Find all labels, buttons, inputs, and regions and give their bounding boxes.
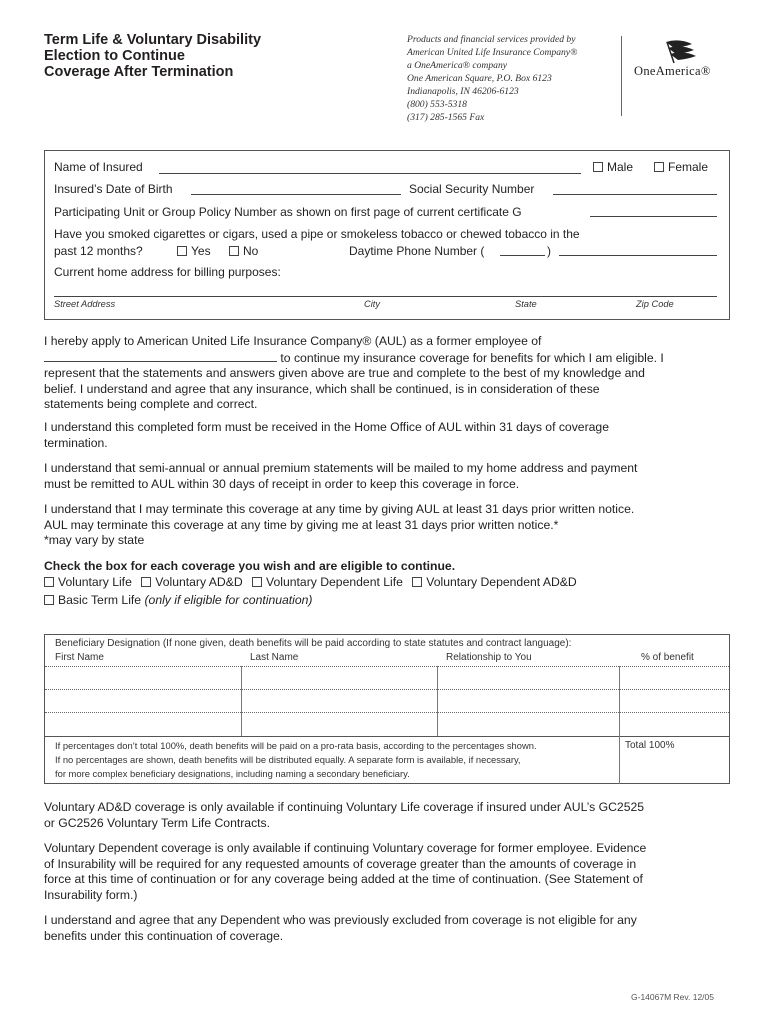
voluntary-life-checkbox[interactable] xyxy=(44,577,54,587)
statement-line: force at this time of continuation or for any coverage being added at the time of continuation. (See Statement of xyxy=(44,872,643,886)
company-line: (800) 553-5318 xyxy=(407,99,467,110)
dependent-add-option[interactable] xyxy=(412,575,576,589)
title-line-1: Term Life & Voluntary Disability xyxy=(44,32,262,48)
company-line: Indianapolis, IN 46206-6123 xyxy=(407,86,519,97)
title-line-2: Election to Continue xyxy=(44,48,185,64)
tobacco-question: Have you smoked cigarettes or cigars, used a pipe or smokeless tobacco or chewed tobacco in the xyxy=(54,227,580,241)
yes-option[interactable] xyxy=(177,244,211,258)
total-label: Total 100% xyxy=(625,740,675,751)
male-label: Male xyxy=(607,160,634,174)
street-label: Street Address xyxy=(54,299,116,309)
no-option[interactable] xyxy=(229,244,258,258)
dependent-life-label: Voluntary Dependent Life xyxy=(266,575,403,589)
male-checkbox[interactable] xyxy=(593,162,603,172)
premium-statement xyxy=(44,461,730,492)
company-info xyxy=(407,33,577,124)
dependent-add-checkbox[interactable] xyxy=(412,577,422,587)
statement-line: Insurability form.) xyxy=(44,887,138,902)
receipt-deadline-statement xyxy=(44,420,730,451)
statement-line: I hereby apply to American United Life Insurance Company® (AUL) as a former employee of xyxy=(44,334,542,348)
dependent-coverage-note xyxy=(44,841,730,903)
beneficiary-2-percent[interactable] xyxy=(621,690,727,711)
address-label: Current home address for billing purposes: xyxy=(54,265,281,279)
company-line: One American Square, P.O. Box 6123 xyxy=(407,73,552,84)
percentage-note-line: If no percentages are shown, death benefits will be distributed equally. A separate form is available, if necessary, xyxy=(55,754,521,765)
statement-line: to continue my insurance coverage for benefits for which I am eligible. I xyxy=(280,350,664,365)
name-label: Name of Insured xyxy=(54,160,143,174)
beneficiary-3-relationship[interactable] xyxy=(439,713,618,735)
application-statement xyxy=(44,334,730,413)
beneficiary-1-last-name[interactable] xyxy=(243,667,436,688)
yes-checkbox[interactable] xyxy=(177,246,187,256)
basic-term-life-checkbox[interactable] xyxy=(44,595,54,605)
column-last-name: Last Name xyxy=(250,652,299,663)
state-label: State xyxy=(515,299,537,309)
voluntary-life-label: Voluntary Life xyxy=(58,575,132,589)
beneficiary-title: Beneficiary Designation (If none given, death benefits will be paid according to state statutes and contract language): xyxy=(55,638,572,649)
beneficiary-1-relationship[interactable] xyxy=(439,667,618,688)
beneficiary-table xyxy=(44,634,730,784)
coverage-options xyxy=(44,575,730,591)
voluntary-add-checkbox[interactable] xyxy=(141,577,151,587)
coverage-instruction: Check the box for each coverage you wish and are eligible to continue. xyxy=(44,559,456,573)
female-checkbox[interactable] xyxy=(654,162,664,172)
basic-term-life-option[interactable] xyxy=(44,593,730,609)
beneficiary-1-percent[interactable] xyxy=(621,667,727,688)
statement-line: or GC2526 Voluntary Term Life Contracts. xyxy=(44,815,271,830)
percentage-note-line: If percentages don’t total 100%, death benefits will be paid on a pro-rata basis, according to the percentages shown. xyxy=(55,740,537,751)
statement-line: belief. I understand and agree that any insurance, which shall be continued, is in consideration of these xyxy=(44,381,600,396)
add-coverage-note xyxy=(44,800,730,831)
column-first-name: First Name xyxy=(55,652,104,663)
header-divider xyxy=(621,36,622,116)
beneficiary-3-percent[interactable] xyxy=(621,713,727,735)
statement-line: I understand that I may terminate this coverage at any time by giving AUL at least 31 days prior written notice. xyxy=(44,502,635,516)
form-title xyxy=(44,32,261,80)
statement-line: benefits under this continuation of coverage. xyxy=(44,928,284,943)
basic-term-life-note: (only if eligible for continuation) xyxy=(144,593,313,607)
no-label: No xyxy=(243,244,259,258)
tobacco-question-cont: past 12 months? xyxy=(54,244,143,258)
company-line: American United Life Insurance Company® xyxy=(407,47,578,58)
logo-wordmark: OneAmerica® xyxy=(634,64,711,78)
statement-line: statements being complete and correct. xyxy=(44,397,258,411)
area-code-field[interactable] xyxy=(500,255,545,256)
beneficiary-1-first-name[interactable] xyxy=(47,667,240,688)
column-relationship: Relationship to You xyxy=(446,652,532,663)
beneficiary-2-last-name[interactable] xyxy=(243,690,436,711)
title-line-3: Coverage After Termination xyxy=(44,64,234,80)
excluded-dependent-note xyxy=(44,913,730,944)
termination-statement xyxy=(44,502,730,549)
female-label: Female xyxy=(668,160,709,174)
phone-label: Daytime Phone Number ( xyxy=(349,244,485,258)
statement-line: Voluntary AD&D coverage is only available if continuing Voluntary Life coverage if insured under AUL’s GC2525 xyxy=(44,800,645,814)
statement-line: I understand that semi-annual or annual premium statements will be mailed to my home address and payment xyxy=(44,461,638,475)
female-option[interactable] xyxy=(654,160,708,174)
form-id: G-14067M Rev. 12/05 xyxy=(631,992,714,1002)
dependent-life-option[interactable] xyxy=(252,575,403,589)
voluntary-add-option[interactable] xyxy=(141,575,242,589)
company-line: a OneAmerica® company xyxy=(407,60,507,71)
phone-close-paren: ) xyxy=(547,244,551,258)
percentage-note-line: for more complex beneficiary designations, including naming a secondary beneficiary. xyxy=(55,768,410,779)
statement-line: I understand and agree that any Dependent who was previously excluded from coverage is not eligible for any xyxy=(44,913,637,927)
former-employer-field[interactable] xyxy=(44,350,277,362)
beneficiary-2-first-name[interactable] xyxy=(47,690,240,711)
column-percent: % of benefit xyxy=(641,652,694,663)
basic-term-life-label: Basic Term Life xyxy=(58,593,142,607)
voluntary-life-option[interactable] xyxy=(44,575,132,589)
dependent-add-label: Voluntary Dependent AD&D xyxy=(426,575,577,589)
statement-line: represent that the statements and answers given above are true and complete to the best of my knowledge and xyxy=(44,366,645,380)
voluntary-add-label: Voluntary AD&D xyxy=(155,575,243,589)
insured-info-box xyxy=(44,150,730,320)
company-line: (317) 285-1565 Fax xyxy=(407,112,485,123)
dob-field[interactable] xyxy=(191,194,401,195)
beneficiary-3-last-name[interactable] xyxy=(243,713,436,735)
statement-line: Voluntary Dependent coverage is only available if continuing Voluntary coverage for former employee. Evidence xyxy=(44,841,647,855)
ssn-field[interactable] xyxy=(553,194,717,195)
address-field[interactable] xyxy=(54,296,717,297)
phone-number-field[interactable] xyxy=(559,255,717,256)
statement-line: I understand this completed form must be received in the Home Office of AUL within 31 days of coverage xyxy=(44,420,609,434)
statement-line: *may vary by state xyxy=(44,533,145,547)
male-option[interactable] xyxy=(593,160,633,174)
statement-line: must be remitted to AUL within 30 days of receipt in order to keep this coverage in force. xyxy=(44,476,520,491)
no-checkbox[interactable] xyxy=(229,246,239,256)
dob-label: Insured’s Date of Birth xyxy=(54,182,173,196)
statement-line: of Insurability will be required for any requested amounts of coverage greater than the amounts of coverage in xyxy=(44,856,637,871)
statement-line: AUL may terminate this coverage at any time by giving me at least 31 days prior written notice.* xyxy=(44,517,559,532)
statement-line: termination. xyxy=(44,435,108,450)
city-label: City xyxy=(364,299,381,309)
beneficiary-3-first-name[interactable] xyxy=(47,713,240,735)
yes-label: Yes xyxy=(191,244,211,258)
company-line: Products and financial services provided by xyxy=(407,34,576,45)
dependent-life-checkbox[interactable] xyxy=(252,577,262,587)
ssn-label: Social Security Number xyxy=(409,182,535,196)
name-field[interactable] xyxy=(159,173,581,174)
policy-label: Participating Unit or Group Policy Number as shown on first page of current certificate G xyxy=(54,205,522,219)
zip-label: Zip Code xyxy=(636,299,674,309)
policy-number-field[interactable] xyxy=(590,216,717,217)
beneficiary-2-relationship[interactable] xyxy=(439,690,618,711)
